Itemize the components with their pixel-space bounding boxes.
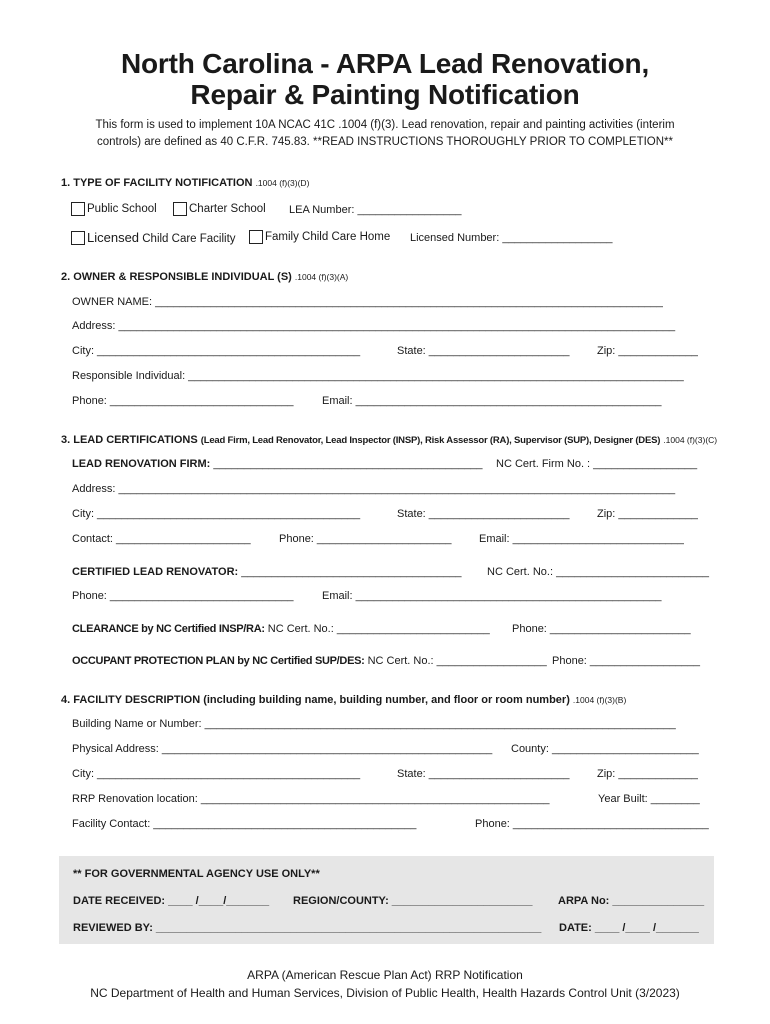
firm-city-field[interactable]: City: ___________________________________________ <box>72 508 361 520</box>
section-3-heading <box>61 434 717 446</box>
firm-phone-field[interactable]: Phone: ______________________ <box>279 533 452 545</box>
firm-zip-field[interactable]: Zip: _____________ <box>597 508 698 520</box>
section-2-title: 2. OWNER & RESPONSIBLE INDIVIDUAL (S) <box>61 271 292 283</box>
section-3-ref: .1004 (f)(3)(C) <box>663 435 718 445</box>
renovator-phone-field[interactable]: Phone: ______________________________ <box>72 590 294 602</box>
intro-line-2: controls) are defined as 40 C.F.R. 745.83. **READ INSTRUCTIONS THOROUGHLY PRIOR TO COMPLETION** <box>96 136 674 148</box>
owner-phone-field[interactable]: Phone: ______________________________ <box>72 395 294 407</box>
intro-line-1: This form is used to implement 10A NCAC 41C .1004 (f)(3). Lead renovation, repair and painting activities (interim <box>95 119 675 131</box>
clearance-phone-field[interactable]: Phone: _______________________ <box>512 623 691 635</box>
public-school-label: Public School <box>87 203 157 215</box>
occupant-protection-field[interactable] <box>72 655 547 667</box>
form-title-line-2: Repair & Painting Notification <box>190 79 580 110</box>
certified-lead-renovator-label: CERTIFIED LEAD RENOVATOR: <box>72 566 239 578</box>
licensed-child-care-option[interactable] <box>71 230 236 245</box>
date-received-field[interactable]: DATE RECEIVED: ____ /____/_______ <box>73 895 270 907</box>
firm-email-field[interactable]: Email: ____________________________ <box>479 533 684 545</box>
clearance-cert-line: NC Cert. No.: _________________________ <box>264 623 490 635</box>
firm-state-field[interactable]: State: _______________________ <box>397 508 570 520</box>
occupant-protection-label: OCCUPANT PROTECTION PLAN by NC Certified SUP/DES: <box>72 655 365 667</box>
review-date-field[interactable]: DATE: ____ /____ /_______ <box>559 922 699 934</box>
owner-address-field[interactable]: Address: ___________________________________________________________________________________________ <box>72 320 676 332</box>
licensed-child-care-checkbox[interactable] <box>71 231 85 245</box>
county-field[interactable]: County: ________________________ <box>511 743 699 755</box>
renovator-cert-number-field[interactable]: NC Cert. No.: _________________________ <box>487 566 710 578</box>
facility-contact-field[interactable]: Facility Contact: ___________________________________________ <box>72 818 417 830</box>
footer-line-1: ARPA (American Rescue Plan Act) RRP Notification <box>247 968 523 982</box>
certified-lead-renovator-line: ____________________________________ <box>238 566 462 578</box>
facility-city-field[interactable]: City: ___________________________________________ <box>72 768 361 780</box>
arpa-number-field[interactable]: ARPA No: _______________ <box>558 895 705 907</box>
year-built-field[interactable]: Year Built: ________ <box>598 793 700 805</box>
section-2-ref: .1004 (f)(3)(A) <box>294 272 349 282</box>
firm-address-field[interactable]: Address: ___________________________________________________________________________________________ <box>72 483 676 495</box>
public-school-checkbox[interactable] <box>71 202 85 216</box>
owner-email-field[interactable]: Email: __________________________________________________ <box>322 395 662 407</box>
family-child-care-option[interactable] <box>249 230 390 244</box>
charter-school-label: Charter School <box>189 203 266 215</box>
owner-state-field[interactable]: State: _______________________ <box>397 345 570 357</box>
section-1-heading <box>61 177 309 189</box>
lead-renovation-firm-label: LEAD RENOVATION FIRM: <box>72 458 211 470</box>
lea-number-field[interactable]: LEA Number: _________________ <box>289 204 462 216</box>
charter-school-checkbox[interactable] <box>173 202 187 216</box>
firm-contact-field[interactable]: Contact: ______________________ <box>72 533 251 545</box>
licensed-word: Licensed <box>87 230 140 245</box>
rrp-location-field[interactable]: RRP Renovation location: _________________________________________________________ <box>72 793 550 805</box>
occupant-protection-phone-field[interactable]: Phone: __________________ <box>552 655 701 667</box>
licensed-child-care-label <box>87 230 236 245</box>
charter-school-option[interactable] <box>173 202 266 216</box>
section-3-subtitle: (Lead Firm, Lead Renovator, Lead Inspector (INSP), Risk Assessor (RA), Supervisor (SUP), Designer (DES) <box>200 435 661 446</box>
facility-zip-field[interactable]: Zip: _____________ <box>597 768 698 780</box>
certified-lead-renovator-field[interactable] <box>72 566 462 578</box>
public-school-option[interactable] <box>71 202 157 216</box>
section-4-title: 4. FACILITY DESCRIPTION (including building name, building number, and floor or room number) <box>61 694 570 706</box>
section-3-title: 3. LEAD CERTIFICATIONS <box>61 434 198 446</box>
lead-renovation-firm-field[interactable] <box>72 458 483 470</box>
form-title-line-1: North Carolina - ARPA Lead Renovation, <box>120 48 650 79</box>
clearance-label: CLEARANCE by NC Certified INSP/RA: <box>72 623 265 635</box>
clearance-cert-field[interactable] <box>72 623 490 635</box>
licensed-number-field[interactable]: Licensed Number: __________________ <box>410 232 613 244</box>
responsible-individual-field[interactable]: Responsible Individual: _________________________________________________________________________________ <box>72 370 684 382</box>
facility-phone-field[interactable]: Phone: ________________________________ <box>475 818 709 830</box>
section-4-heading <box>61 694 626 706</box>
family-child-care-checkbox[interactable] <box>249 230 263 244</box>
section-1-ref: .1004 (f)(3)(D) <box>255 178 310 188</box>
footer-line-2: NC Department of Health and Human Services, Division of Public Health, Health Hazards Control Unit (3/2023) <box>90 986 680 1000</box>
section-1-title: 1. TYPE OF FACILITY NOTIFICATION <box>61 177 253 189</box>
renovator-email-field[interactable]: Email: __________________________________________________ <box>322 590 662 602</box>
facility-state-field[interactable]: State: _______________________ <box>397 768 570 780</box>
occupant-protection-line: NC Cert. No.: __________________ <box>364 655 547 667</box>
region-county-field[interactable]: REGION/COUNTY: _______________________ <box>293 895 533 907</box>
child-care-facility-word: Child Care Facility <box>139 233 236 245</box>
physical-address-field[interactable]: Physical Address: ______________________________________________________ <box>72 743 493 755</box>
lead-renovation-firm-line: ____________________________________________ <box>210 458 483 470</box>
owner-zip-field[interactable]: Zip: _____________ <box>597 345 698 357</box>
governmental-use-heading: ** FOR GOVERNMENTAL AGENCY USE ONLY** <box>73 868 320 880</box>
firm-cert-number-field[interactable]: NC Cert. Firm No. : _________________ <box>496 458 698 470</box>
owner-city-field[interactable]: City: ___________________________________________ <box>72 345 361 357</box>
family-child-care-label: Family Child Care Home <box>265 231 391 243</box>
reviewed-by-field[interactable]: REVIEWED BY: _______________________________________________________________ <box>73 922 542 934</box>
building-name-field[interactable]: Building Name or Number: _____________________________________________________________________________ <box>72 718 676 730</box>
section-4-ref: .1004 (f)(3)(B) <box>572 695 627 705</box>
section-2-heading <box>61 271 348 283</box>
owner-name-field[interactable]: OWNER NAME: ___________________________________________________________________________________ <box>72 296 663 308</box>
